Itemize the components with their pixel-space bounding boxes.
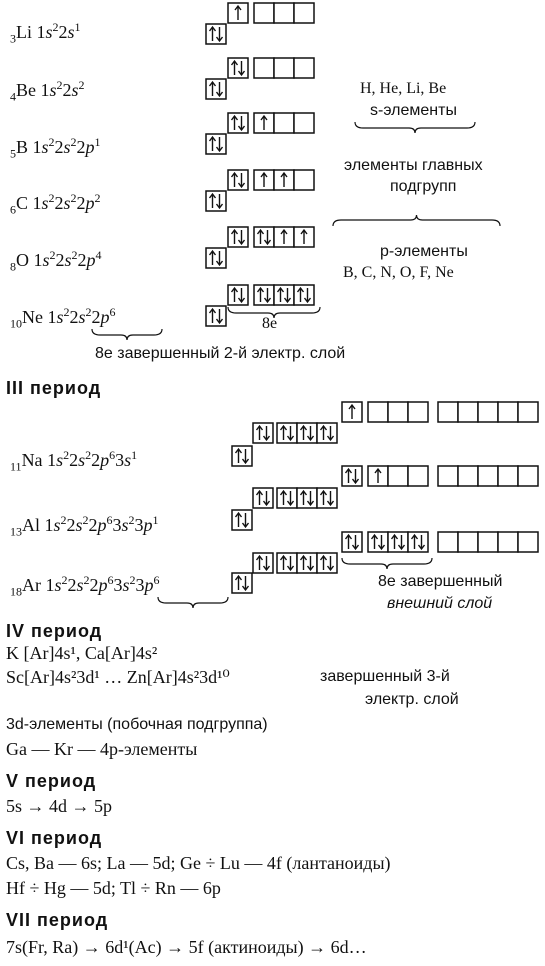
period-4-heading: IV период	[6, 621, 103, 641]
orbital-3d-cell	[498, 402, 518, 422]
brace-3s3p-config	[158, 597, 228, 608]
orbital-2p-cell	[254, 285, 274, 305]
orbital-2p-cell	[274, 113, 294, 133]
orbital-2p-cell	[294, 285, 314, 305]
main-subgroups-label-2: подгрупп	[390, 178, 457, 195]
period-4-note-2: электр. слой	[365, 691, 459, 708]
orbital-3s-cell	[342, 532, 362, 552]
orbital-2s-cell	[253, 488, 273, 508]
orbital-2p-cell	[317, 423, 337, 443]
orbital-2s-cell	[253, 423, 273, 443]
period-4-line-1: K [Ar]4s¹, Ca[Ar]4s²	[6, 643, 158, 663]
period-3-heading: III период	[6, 378, 102, 398]
orbital-2p-cell	[254, 227, 274, 247]
orbital-3p-cell	[368, 402, 388, 422]
period-6-heading: VI период	[6, 828, 103, 848]
outer-layer-note-2: внешний слой	[387, 595, 493, 612]
p-elements-list: B, C, N, O, F, Ne	[343, 264, 454, 281]
orbital-3d-cell	[458, 402, 478, 422]
orbital-1s-cell	[206, 306, 226, 326]
config-o: $_8$O $1s^22s^22p^4$	[10, 248, 102, 274]
config-b: $_5$B $1s^22s^22p^1$	[10, 135, 101, 161]
period-7-line-1: 7s(Fr, Ra) → 6d¹(Ac) → 5f (актиноиды) → 6d…	[6, 937, 367, 957]
orbital-3d-cell	[498, 466, 518, 486]
orbital-1s-cell	[206, 248, 226, 268]
orbital-2p-cell	[294, 3, 314, 23]
orbital-2s-cell	[228, 58, 248, 78]
orbital-2p-cell	[277, 488, 297, 508]
orbital-2p-cell	[297, 423, 317, 443]
orbital-3d-cell	[518, 532, 538, 552]
orbital-3s-cell	[342, 466, 362, 486]
orbital-2p-cell	[297, 488, 317, 508]
period-6-line-2: Hf ÷ Hg — 5d; Tl ÷ Rn — 6p	[6, 878, 221, 898]
orbital-3p-cell	[388, 466, 408, 486]
brace-p-elements	[333, 215, 500, 226]
brace-s-elements	[355, 122, 475, 133]
period-7-heading: VII период	[6, 910, 109, 930]
s-elements-label: H, He, Li, Be	[360, 80, 447, 97]
orbital-1s-cell	[206, 24, 226, 44]
period-5-line-1: 5s → 4d → 5p	[6, 796, 113, 816]
orbital-3d-cell	[518, 402, 538, 422]
brace-2s2p-cells	[228, 307, 320, 318]
orbital-2s-cell	[228, 113, 248, 133]
orbital-2p-cell	[277, 423, 297, 443]
orbital-1s-cell	[206, 79, 226, 99]
period-4-line-3: 3d-элементы (побочная подгруппа)	[6, 716, 268, 733]
s-elements-caption: s-элементы	[370, 102, 457, 119]
orbital-2s-cell	[228, 285, 248, 305]
orbital-3p-cell	[388, 532, 408, 552]
orbital-2p-cell	[277, 553, 297, 573]
brace-2s2p-config	[92, 329, 162, 340]
orbital-2p-cell	[274, 285, 294, 305]
config-ne: $_{10}$Ne $1s^22s^22p^6$	[10, 305, 116, 331]
orbital-2p-cell	[294, 113, 314, 133]
orbital-3d-cell	[478, 532, 498, 552]
p-elements-caption: p-элементы	[380, 243, 468, 260]
orbital-1s-cell	[206, 191, 226, 211]
config-be: $_4$Be $1s^22s^2$	[10, 78, 85, 104]
period-6-line-1: Cs, Ba — 6s; La — 5d; Ge ÷ Lu — 4f (лантаноиды)	[6, 853, 391, 873]
orbital-1s-cell	[206, 134, 226, 154]
brace-3s3p-cells	[342, 558, 432, 569]
main-subgroups-label: элементы главных	[344, 157, 483, 174]
orbital-2s-cell	[228, 227, 248, 247]
orbital-3d-cell	[518, 466, 538, 486]
orbital-3d-cell	[438, 402, 458, 422]
orbital-3p-cell	[408, 532, 428, 552]
eight-electrons-label: 8e	[262, 315, 278, 332]
orbital-3p-cell	[388, 402, 408, 422]
period-4-line-2: Sc[Ar]4s²3d¹ … Zn[Ar]4s²3d¹⁰	[6, 667, 230, 687]
config-li: $_3$Li $1s^22s^1$	[10, 20, 81, 46]
config-c: $_6$C $1s^22s^22p^2$	[10, 191, 101, 217]
orbital-3d-cell	[458, 532, 478, 552]
config-na: $_{11}$Na $1s^22s^22p^63s^1$	[10, 448, 138, 474]
orbital-2p-cell	[254, 3, 274, 23]
orbital-2p-cell	[274, 3, 294, 23]
orbital-3p-cell	[368, 532, 388, 552]
orbital-3d-cell	[498, 532, 518, 552]
orbital-2p-cell	[317, 488, 337, 508]
orbital-3d-cell	[438, 466, 458, 486]
period-4-line-4: Ga — Kr — 4p-элементы	[6, 739, 198, 759]
orbital-2p-cell	[297, 553, 317, 573]
orbital-3p-cell	[408, 466, 428, 486]
complete-layer-note: 8e завершенный 2-й электр. слой	[95, 345, 346, 362]
orbital-2p-cell	[274, 58, 294, 78]
orbital-1s-cell	[232, 446, 252, 466]
period-4-note: завершенный 3-й	[320, 668, 450, 685]
config-ar: $_{18}$Ar $1s^22s^22p^63s^23p^6$	[10, 573, 160, 599]
outer-layer-note: 8e завершенный	[378, 573, 503, 590]
orbital-3d-cell	[478, 402, 498, 422]
orbital-1s-cell	[232, 510, 252, 530]
orbital-2s-cell	[228, 170, 248, 190]
orbital-2s-cell	[253, 553, 273, 573]
orbital-3d-cell	[438, 532, 458, 552]
period-5-heading: V период	[6, 771, 97, 791]
orbital-2p-cell	[317, 553, 337, 573]
orbital-3p-cell	[408, 402, 428, 422]
config-al: $_{13}$Al $1s^22s^22p^63s^23p^1$	[10, 513, 159, 539]
orbital-2p-cell	[294, 170, 314, 190]
orbital-2p-cell	[294, 58, 314, 78]
orbital-3d-cell	[478, 466, 498, 486]
orbital-3d-cell	[458, 466, 478, 486]
orbital-2p-cell	[254, 58, 274, 78]
orbital-1s-cell	[232, 573, 252, 593]
